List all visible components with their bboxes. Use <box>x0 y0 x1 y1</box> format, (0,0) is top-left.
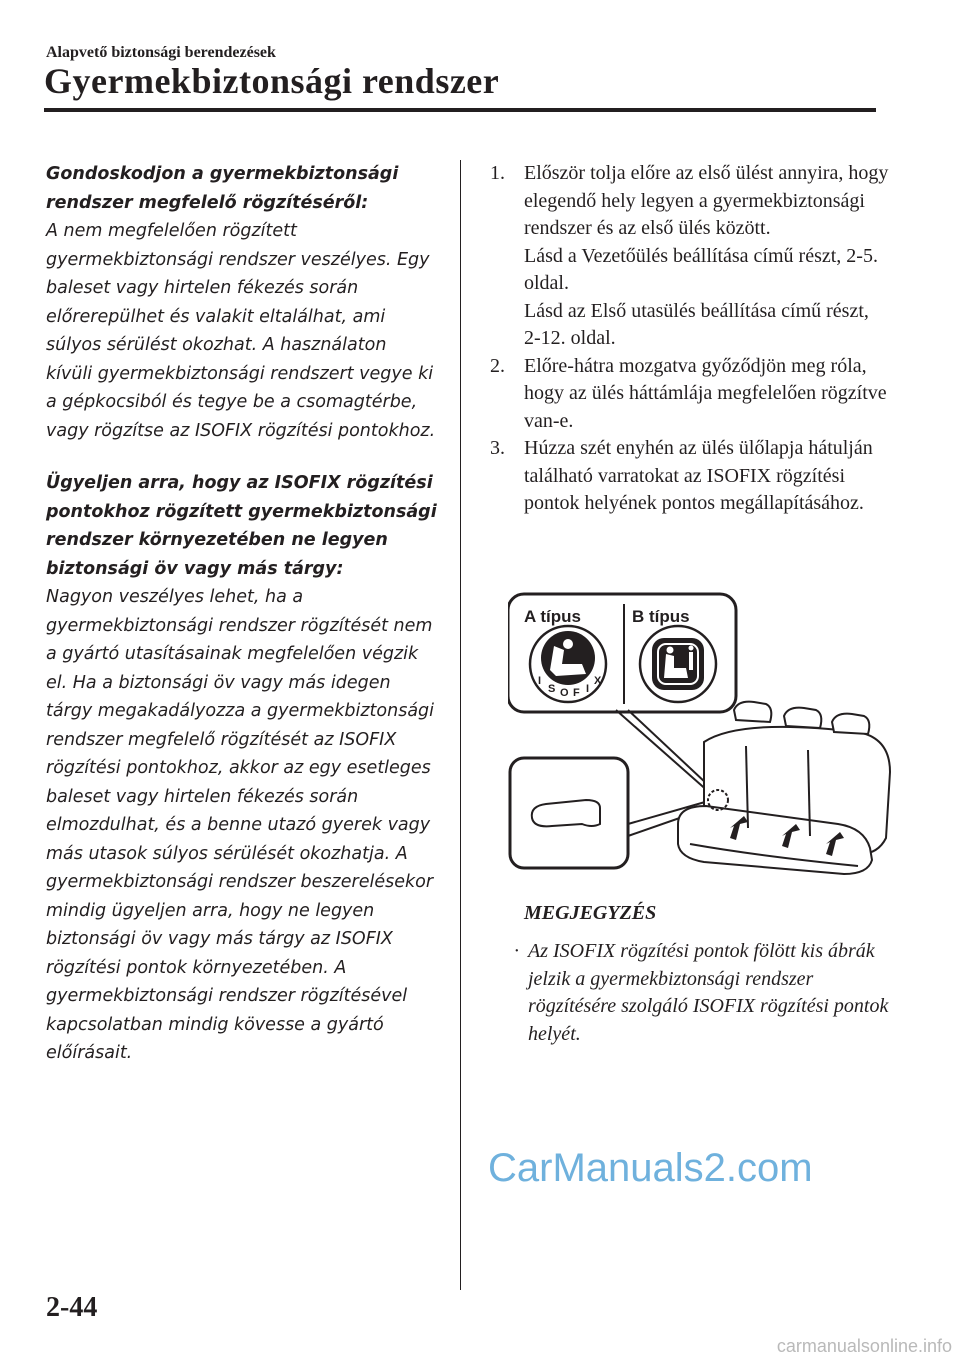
step-number: 1. <box>490 162 505 184</box>
warning-heading: Gondoskodjon a gyermekbiztonsági rendszer megfelelő rögzítéséről: <box>46 164 399 213</box>
watermark: CarManuals2.com <box>488 1146 813 1190</box>
step-item <box>490 353 890 436</box>
warning-block <box>46 160 438 445</box>
warning-heading: Ügyeljen arra, hogy az ISOFIX rögzítési pontokhoz rögzített gyermekbiztonsági rendszer környezetében ne legyen biztonsági öv vagy más tárgy: <box>46 473 437 579</box>
type-b-label: B típus <box>632 607 690 626</box>
callout-line <box>616 710 718 800</box>
isofix-b-icon <box>640 626 716 702</box>
title-rule <box>44 108 876 112</box>
warning-body: Nagyon veszélyes lehet, ha a gyermekbiztonsági rendszer rögzítését nem a gyártó utasításainak megfelelően végzik el. Ha a biztonsági öv vagy más idegen tárgy megakadályozza a gyermekbiztonsági rendszer megfelelő rögzítését az ISOFIX rögzítési pontokhoz, akkor az egy esetleges baleset vagy hirtelen fékezés során elmozdulhat, és a benne utazó gyerek vagy más utasok súlyos sérülését okozhatja. A gyermekbiztonsági rendszer beszerelésekor mindig ügyeljen arra, hogy ne legyen biztonsági öv vagy más tárgy az ISOFIX rögzítési pontok környezetében. A gyermekbiztonsági rendszer rögzítésével kapcsolatban mindig kövesse a gyártó előírásait. <box>46 587 435 1063</box>
rear-seat-illustration <box>678 702 890 874</box>
page-title: Gyermekbiztonsági rendszer <box>44 61 500 101</box>
isofix-letter: X <box>594 675 602 687</box>
isofix-letter: I <box>586 683 590 695</box>
note-heading: MEGJEGYZÉS <box>524 902 657 924</box>
note-body <box>514 938 890 1048</box>
detail-panel <box>510 758 628 868</box>
instruction-column <box>490 160 890 518</box>
note-text: Az ISOFIX rögzítési pontok fölött kis ábrák jelzik a gyermekbiztonsági rendszer rögzítésére szolgáló ISOFIX rögzítési pontok helyét. <box>528 940 889 1045</box>
type-a-label: A típus <box>524 607 581 626</box>
isofix-a-icon <box>530 626 606 702</box>
step-number: 3. <box>490 437 505 459</box>
isofix-letter: O <box>560 687 569 699</box>
step-item <box>490 435 890 518</box>
page-number: 2-44 <box>46 1292 98 1323</box>
step-list <box>490 160 890 518</box>
cross-reference: Lásd az Első utasülés beállítása című részt, 2-12. oldal. <box>524 299 869 349</box>
section-label: Alapvető biztonsági berendezések <box>46 44 276 61</box>
isofix-letter: S <box>548 683 556 695</box>
step-text: Először tolja előre az első ülést annyira, hogy elegendő hely legyen a gyermekbiztonsági rendszer és az első ülés között. <box>524 162 889 239</box>
isofix-letter: I <box>538 675 542 687</box>
footer-watermark: carmanualsonline.info <box>776 1336 952 1356</box>
step-text: Előre-hátra mozgatva győződjön meg róla, hogy az ülés háttámlája megfelelően rögzítve van-e. <box>524 354 887 432</box>
step-item <box>490 160 890 353</box>
warning-block <box>46 469 438 1068</box>
warning-column <box>46 160 438 1092</box>
isofix-figure <box>508 592 892 882</box>
step-number: 2. <box>490 354 505 377</box>
note-bullet: · <box>514 940 519 962</box>
cross-reference: Lásd a Vezetőülés beállítása című részt, 2-5. oldal. <box>524 244 878 294</box>
isofix-letter: F <box>573 687 580 699</box>
column-divider <box>460 160 461 1290</box>
step-text: Húzza szét enyhén az ülés ülőlapja hátulján található varratokat az ISOFIX rögzítési pontok helyének pontos megállapításához. <box>524 437 873 514</box>
warning-body: A nem megfelelően rögzített gyermekbiztonsági rendszer veszélyes. Egy baleset vagy hirtelen fékezés során előrerepülhet és valakit eltalálhat, ami súlyos sérülést okozhat. A használaton kívüli gyermekbiztonsági rendszert vegye ki a gépkocsiból és tegye be a csomagtérbe, vagy rögzítse az ISOFIX rögzítési pontokhoz. <box>46 221 436 441</box>
